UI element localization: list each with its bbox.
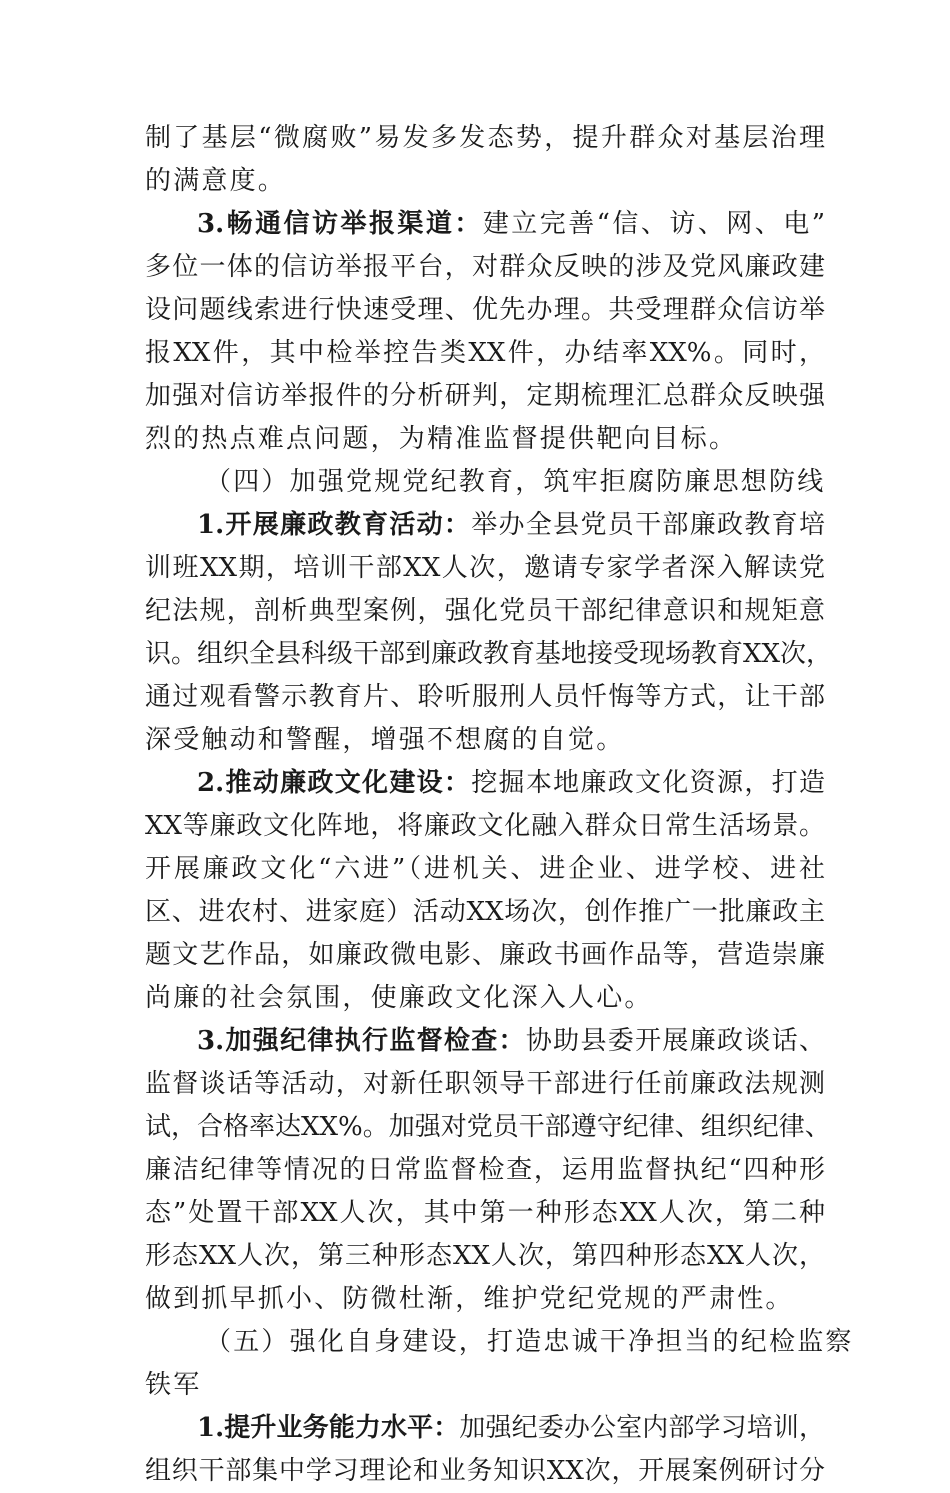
line-text: 挖掘本地廉政文化资源，打造: [471, 768, 825, 798]
line-text: 区、进农村、进家庭）活动XX场次，创作推广一批廉政主: [145, 897, 825, 927]
item-heading: 2.推动廉政文化建设：: [197, 768, 472, 798]
paragraph-line: [145, 1063, 825, 1106]
line-text: 形态XX人次，第三种形态XX人次，第四种形态XX人次，: [145, 1241, 825, 1271]
paragraph-line: [145, 1235, 825, 1278]
line-text: 深受触动和警醒，增强不想腐的自觉。: [145, 725, 625, 755]
line-text: 报XX件，其中检举控告类XX件，办结率XX%。同时，: [145, 338, 825, 368]
paragraph-line: [145, 504, 825, 547]
line-text: 题文艺作品，如廉政微电影、廉政书画作品等，营造崇廉: [145, 940, 825, 970]
paragraph-line: [145, 1450, 825, 1493]
line-text: （四）加强党规党纪教育，筑牢拒腐防廉思想防线: [205, 467, 826, 497]
line-text: 态”处置干部XX人次，其中第一种形态XX人次，第二种: [145, 1198, 825, 1228]
line-text: 做到抓早抓小、防微杜渐，维护党纪党规的严肃性。: [145, 1284, 794, 1314]
line-text: 多位一体的信访举报平台，对群众反映的涉及党风廉政建: [145, 252, 825, 282]
line-text: XX等廉政文化阵地，将廉政文化融入群众日常生活场景。: [145, 811, 825, 841]
line-text: 建立完善“信、访、网、电”: [482, 209, 825, 239]
line-text: 铁军: [145, 1370, 202, 1400]
paragraph-line: [145, 1278, 825, 1321]
line-text: 设问题线索进行快速受理、优先办理。共受理群众信访举: [145, 295, 825, 325]
line-text: 烈的热点难点问题，为精准监督提供靶向目标。: [145, 424, 738, 454]
paragraph-line: [145, 805, 825, 848]
item-heading: 1.提升业务能力水平：: [197, 1413, 460, 1443]
paragraph-line: [145, 977, 825, 1020]
paragraph-line: [145, 1364, 825, 1407]
line-text: 加强纪委办公室内部学习培训，: [459, 1413, 825, 1443]
paragraph-line: [145, 332, 825, 375]
paragraph-line: [145, 160, 825, 203]
line-text: 的满意度。: [145, 166, 287, 196]
paragraph-line: [145, 891, 825, 934]
paragraph-line: [145, 848, 825, 891]
paragraph-line: [145, 418, 825, 461]
paragraph-line: [145, 203, 825, 246]
line-text: 组织干部集中学习理论和业务知识XX次，开展案例研讨分: [145, 1456, 825, 1486]
line-text: 协助县委开展廉政谈话、: [525, 1026, 825, 1056]
paragraph-line: [145, 1407, 825, 1450]
paragraph-line: [145, 117, 825, 160]
line-text: 开展廉政文化“六进”（进机关、进企业、进学校、进社: [145, 854, 825, 884]
line-text: 制了基层“微腐败”易发多发态势，提升群众对基层治理: [145, 123, 825, 153]
paragraph-line: [145, 676, 825, 719]
paragraph-line: [145, 590, 825, 633]
document-page: [145, 117, 854, 1493]
paragraph-line: [145, 934, 825, 977]
line-text: 举办全县党员干部廉政教育培: [471, 510, 825, 540]
line-text: 纪法规，剖析典型案例，强化党员干部纪律意识和规矩意: [145, 596, 825, 626]
item-heading: 1.开展廉政教育活动：: [197, 510, 472, 540]
line-text: 加强对信访举报件的分析研判，定期梳理汇总群众反映强: [145, 381, 825, 411]
paragraph-line: [145, 246, 825, 289]
line-text: 识。组织全县科级干部到廉政教育基地接受现场教育XX次，: [145, 639, 833, 669]
line-text: 尚廉的社会氛围，使廉政文化深入人心。: [145, 983, 653, 1013]
line-text: 试，合格率达XX%。加强对党员干部遵守纪律、组织纪律、: [145, 1112, 831, 1142]
paragraph-line: [145, 762, 825, 805]
paragraph-line: [145, 1149, 825, 1192]
line-text: （五）强化自身建设，打造忠诚干净担当的纪检监察: [205, 1327, 854, 1357]
section-heading: [145, 461, 825, 504]
section-heading: [145, 1321, 854, 1364]
item-heading: 3.畅通信访举报渠道：: [197, 209, 483, 239]
line-text: 训班XX期，培训干部XX人次，邀请专家学者深入解读党: [145, 553, 825, 583]
paragraph-line: [145, 375, 825, 418]
paragraph-line: [145, 1192, 825, 1235]
paragraph-line: [145, 1020, 825, 1063]
line-text: 通过观看警示教育片、聆听服刑人员忏悔等方式，让干部: [145, 682, 825, 712]
paragraph-line: [145, 633, 833, 676]
line-text: 廉洁纪律等情况的日常监督检查，运用监督执纪“四种形: [145, 1155, 825, 1185]
paragraph-line: [145, 1106, 831, 1149]
paragraph-line: [145, 547, 825, 590]
line-text: 监督谈话等活动，对新任职领导干部进行任前廉政法规测: [145, 1069, 825, 1099]
paragraph-line: [145, 719, 825, 762]
item-heading: 3.加强纪律执行监督检查：: [197, 1026, 526, 1056]
paragraph-line: [145, 289, 825, 332]
